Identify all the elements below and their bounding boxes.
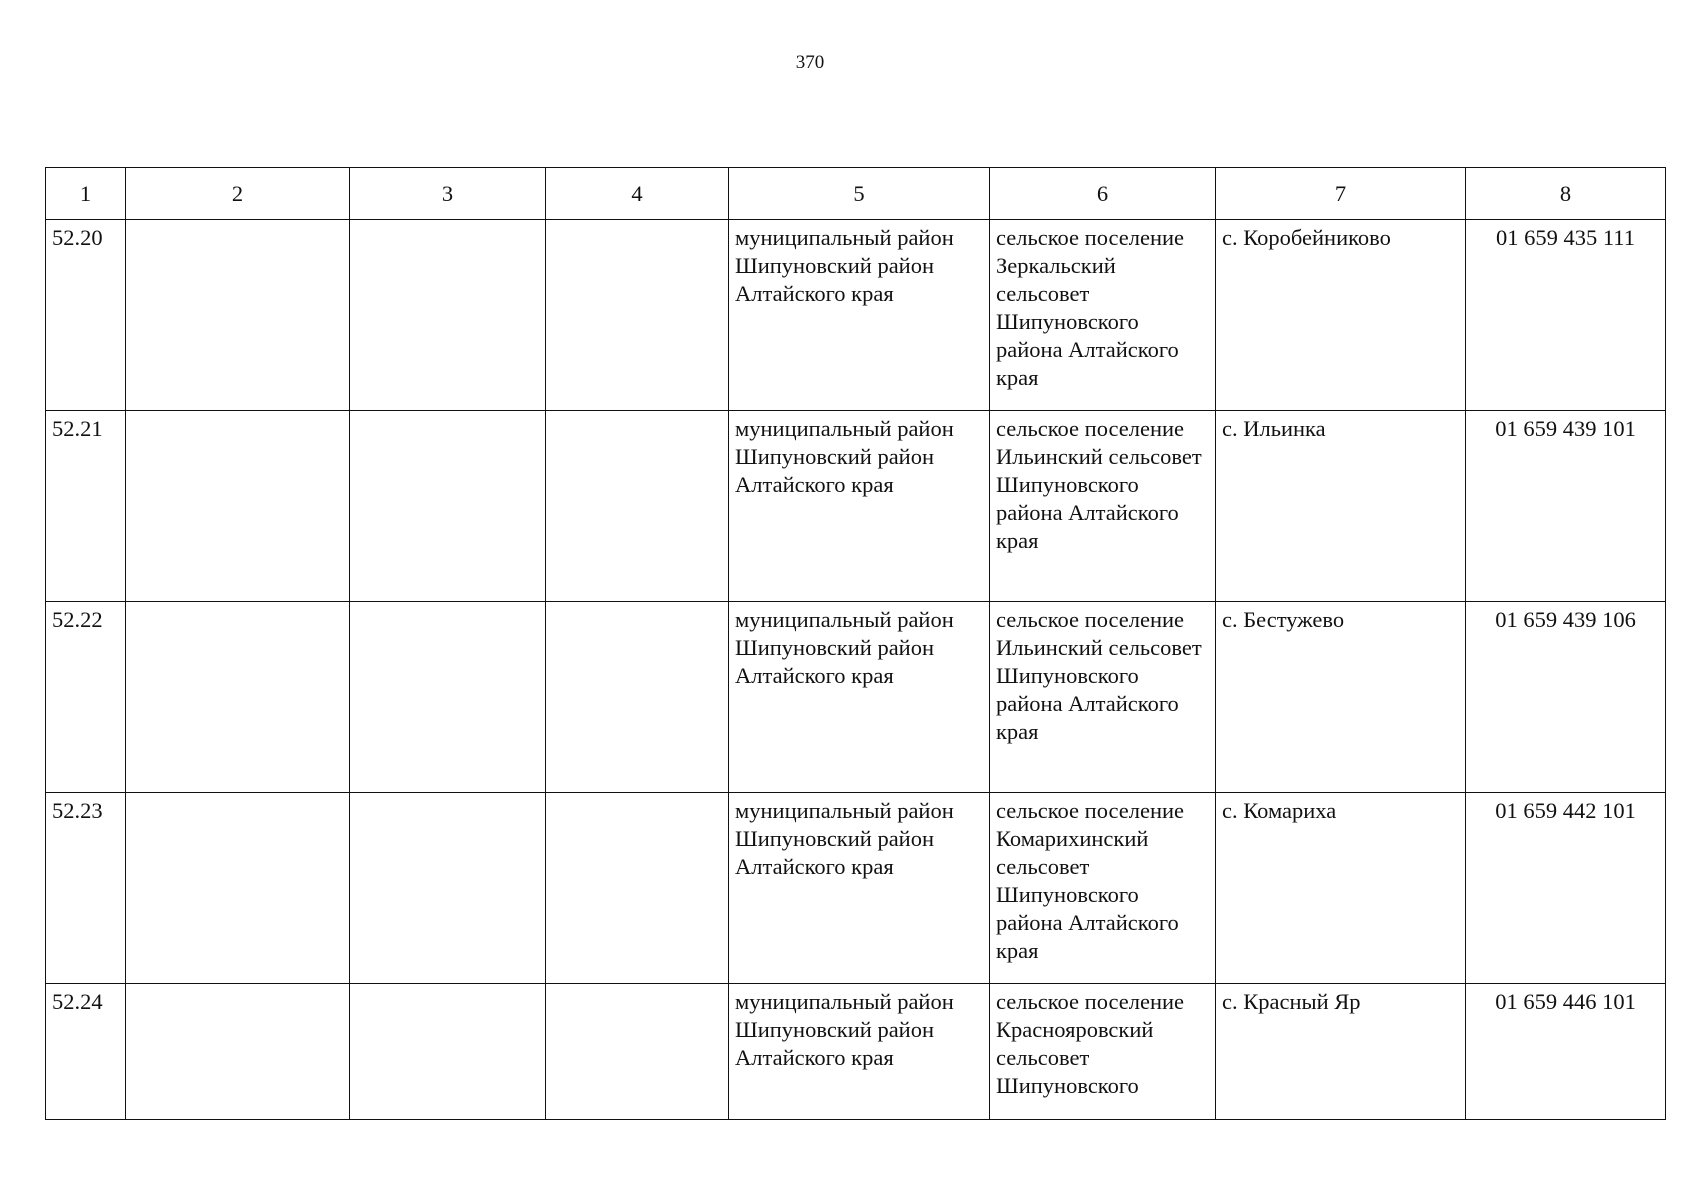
cell-col-4	[546, 411, 729, 602]
locality-cell: с. Коробейниково	[1216, 220, 1466, 411]
cell-col-3	[350, 411, 546, 602]
code-cell: 01 659 439 106	[1466, 602, 1666, 793]
row-number: 52.24	[46, 984, 126, 1120]
column-header: 4	[546, 168, 729, 220]
row-number: 52.22	[46, 602, 126, 793]
cell-col-3	[350, 220, 546, 411]
column-header: 2	[126, 168, 350, 220]
settlement-cell: сельское поселение Комарихинский сельсовет Шипуновского района Алтайского края	[990, 793, 1216, 984]
table-row	[46, 984, 1666, 1120]
code-cell: 01 659 439 101	[1466, 411, 1666, 602]
settlement-cell: сельское поселение Ильинский сельсовет Шипуновского района Алтайского края	[990, 602, 1216, 793]
row-number: 52.20	[46, 220, 126, 411]
locality-cell: с. Красный Яр	[1216, 984, 1466, 1120]
column-header: 5	[729, 168, 990, 220]
table-row	[46, 602, 1666, 793]
table-row	[46, 793, 1666, 984]
municipal-district-cell: муниципальный район Шипуновский район Алтайского края	[729, 984, 990, 1120]
locality-cell: с. Ильинка	[1216, 411, 1466, 602]
settlement-cell: сельское поселение Зеркальский сельсовет Шипуновского района Алтайского края	[990, 220, 1216, 411]
settlement-cell: сельское поселение Ильинский сельсовет Шипуновского района Алтайского края	[990, 411, 1216, 602]
page-number: 370	[795, 52, 825, 73]
municipal-district-cell: муниципальный район Шипуновский район Алтайского края	[729, 411, 990, 602]
locality-cell: с. Бестужево	[1216, 602, 1466, 793]
table-row	[46, 411, 1666, 602]
cell-col-3	[350, 602, 546, 793]
cell-col-4	[546, 793, 729, 984]
column-header: 8	[1466, 168, 1666, 220]
settlement-cell: сельское поселение Краснояровский сельсовет Шипуновского	[990, 984, 1216, 1120]
cell-col-4	[546, 602, 729, 793]
code-cell: 01 659 446 101	[1466, 984, 1666, 1120]
municipal-district-cell: муниципальный район Шипуновский район Алтайского края	[729, 220, 990, 411]
column-header: 6	[990, 168, 1216, 220]
municipal-district-cell: муниципальный район Шипуновский район Алтайского края	[729, 793, 990, 984]
row-number: 52.23	[46, 793, 126, 984]
municipal-district-cell: муниципальный район Шипуновский район Алтайского края	[729, 602, 990, 793]
header-row	[46, 168, 1666, 220]
cell-col-4	[546, 984, 729, 1120]
cell-col-3	[350, 793, 546, 984]
row-number: 52.21	[46, 411, 126, 602]
cell-col-4	[546, 220, 729, 411]
column-header: 7	[1216, 168, 1466, 220]
code-cell: 01 659 435 111	[1466, 220, 1666, 411]
locality-cell: с. Комариха	[1216, 793, 1466, 984]
cell-col-3	[350, 984, 546, 1120]
cell-col-2	[126, 220, 350, 411]
cell-col-2	[126, 793, 350, 984]
column-header: 3	[350, 168, 546, 220]
cell-col-2	[126, 984, 350, 1120]
registry-table	[45, 167, 1666, 1120]
cell-col-2	[126, 411, 350, 602]
cell-col-2	[126, 602, 350, 793]
column-header: 1	[46, 168, 126, 220]
code-cell: 01 659 442 101	[1466, 793, 1666, 984]
table-row	[46, 220, 1666, 411]
